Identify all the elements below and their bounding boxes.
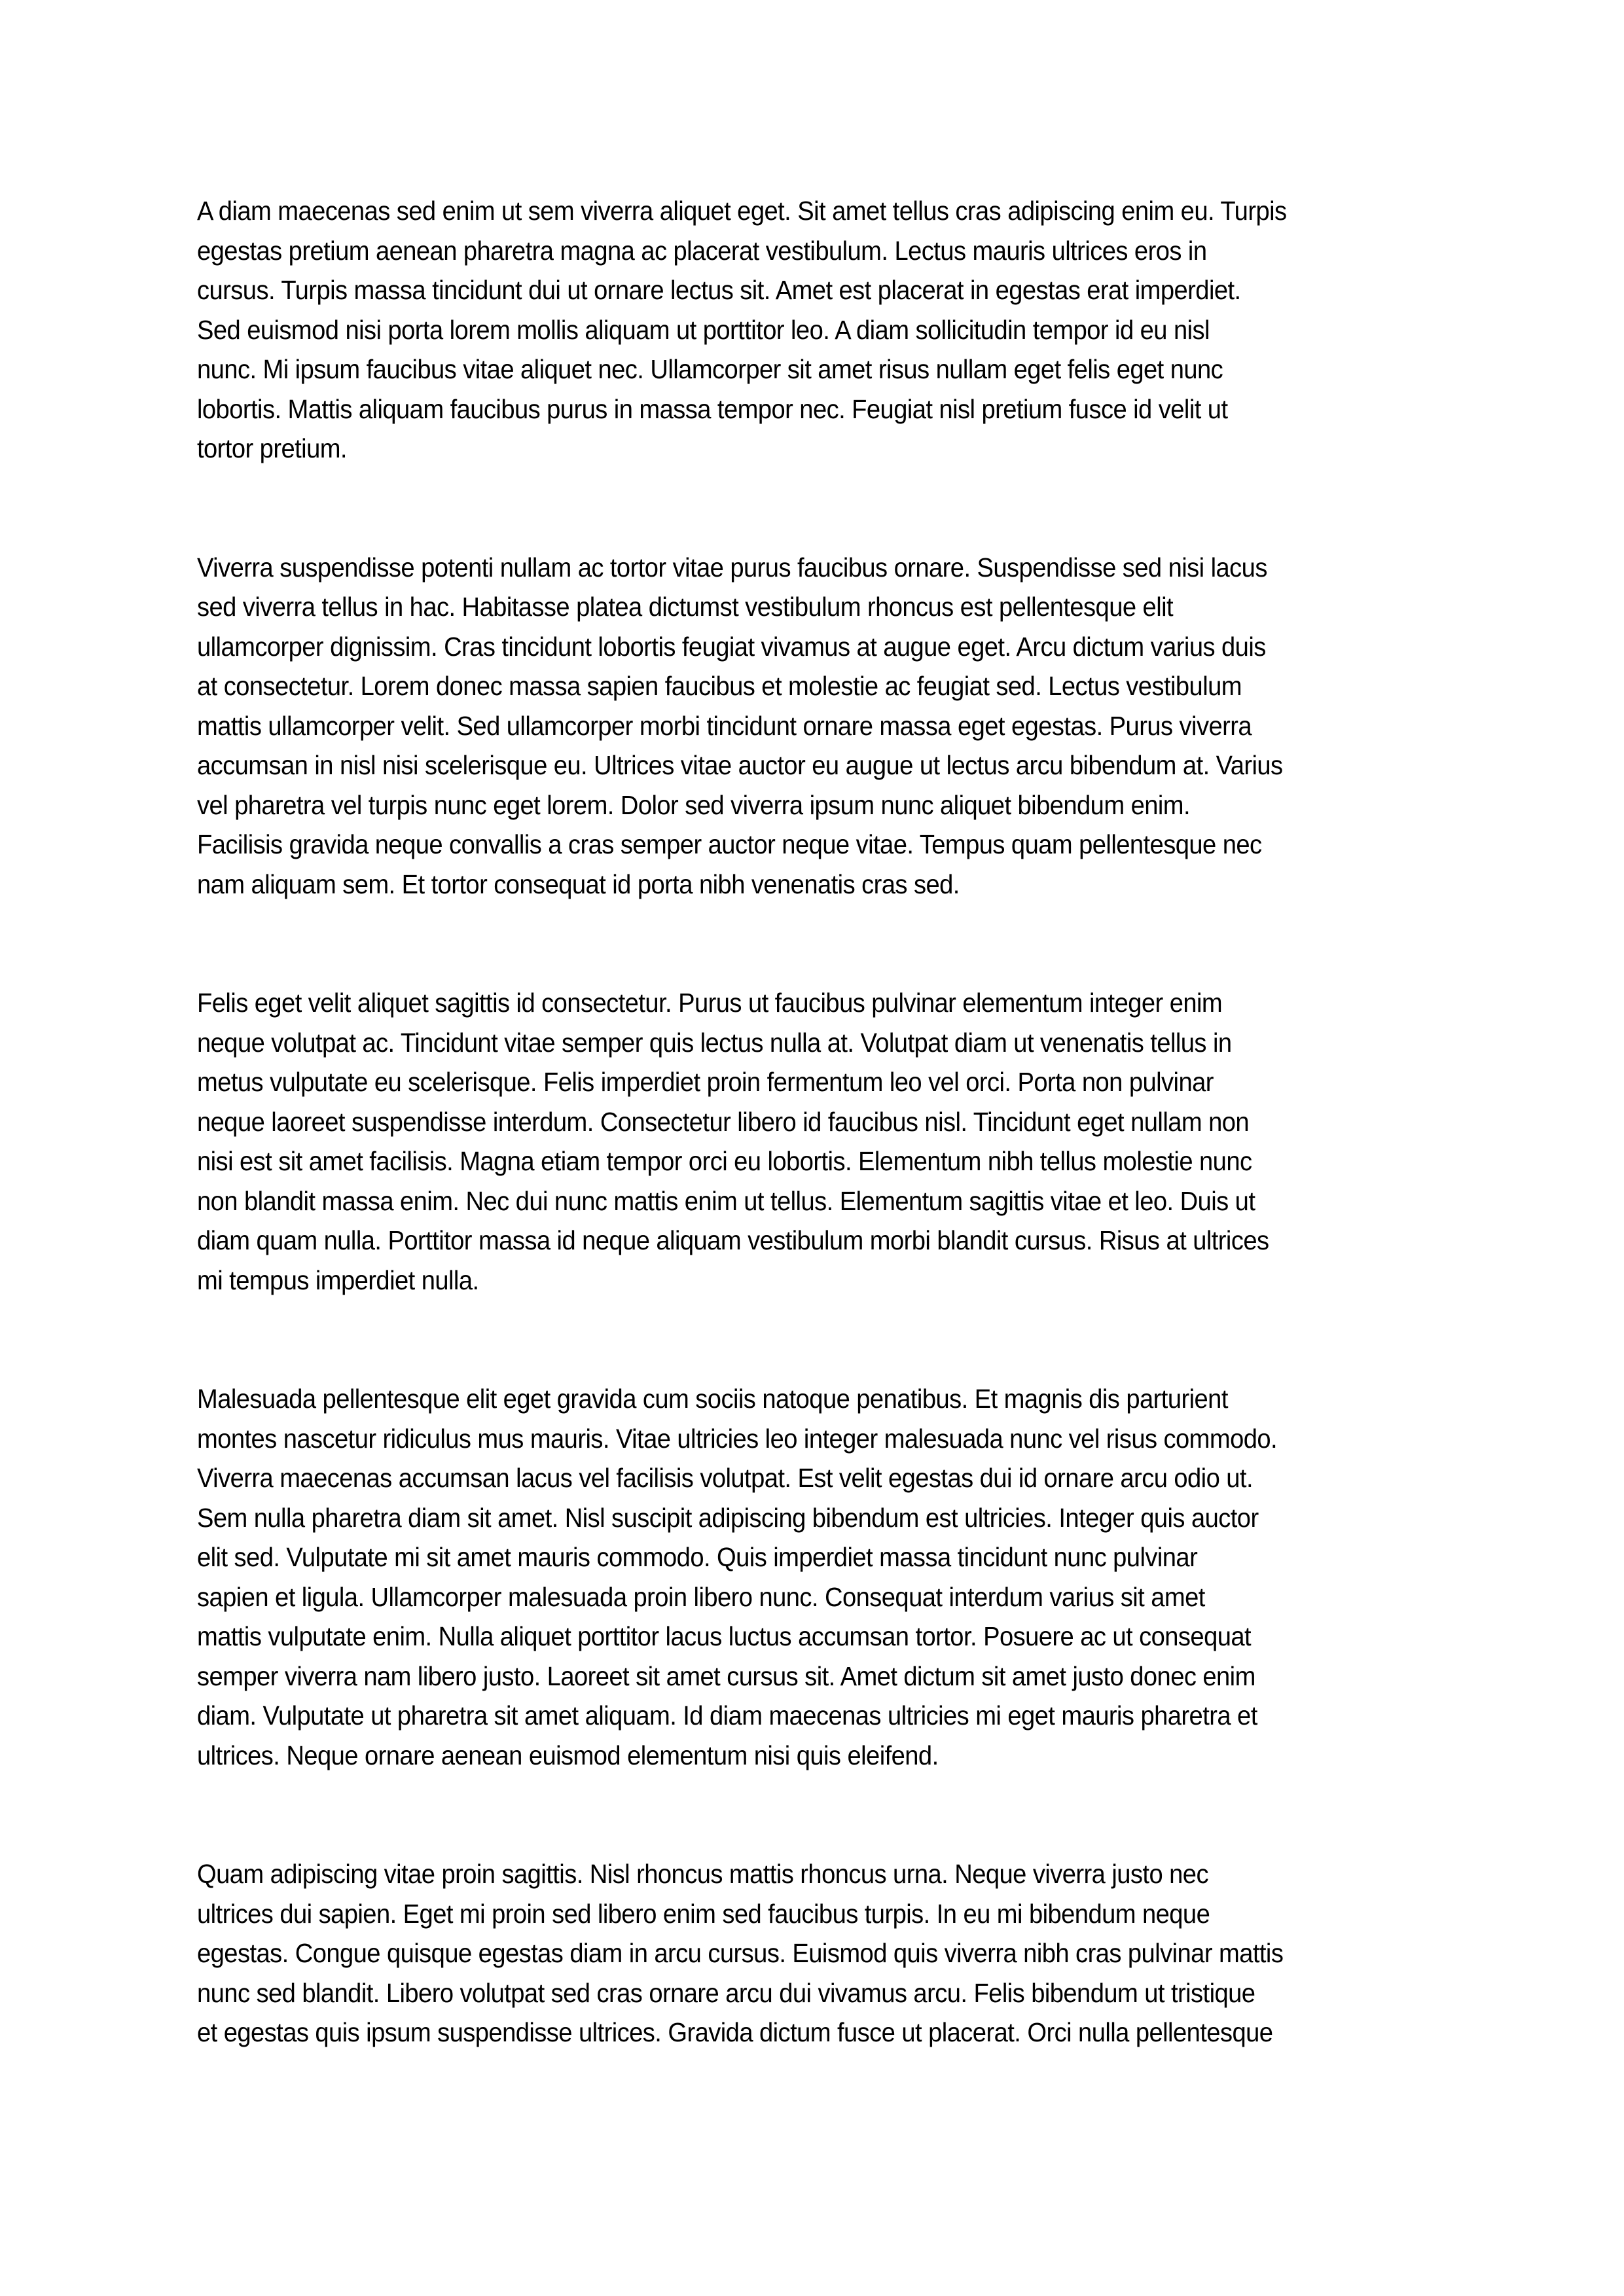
paragraph-line: at consectetur. Lorem donec massa sapien faucibus et molestie ac feugiat sed. Lectus vestibulum	[197, 671, 1242, 701]
paragraph-line: neque volutpat ac. Tincidunt vitae semper quis lectus nulla at. Volutpat diam ut venenatis tellus in	[197, 1027, 1232, 1058]
paragraph-line: ullamcorper dignissim. Cras tincidunt lobortis feugiat vivamus at augue eget. Arcu dictum varius duis	[197, 631, 1266, 662]
paragraph-line: nisi est sit amet facilisis. Magna etiam tempor orci eu lobortis. Elementum nibh tellus molestie nunc	[197, 1146, 1252, 1176]
paragraph-line: cursus. Turpis massa tincidunt dui ut ornare lectus sit. Amet est placerat in egestas erat imperdiet.	[197, 275, 1241, 305]
paragraph-line: elit sed. Vulputate mi sit amet mauris commodo. Quis imperdiet massa tincidunt nunc pulvinar	[197, 1542, 1198, 1572]
paragraph-line: tortor pretium.	[197, 433, 347, 463]
paragraph-line: Sed euismod nisi porta lorem mollis aliquam ut porttitor leo. A diam sollicitudin tempor id eu nisl	[197, 314, 1210, 345]
paragraph-line: nunc. Mi ipsum faucibus vitae aliquet nec. Ullamcorper sit amet risus nullam eget felis eget nunc	[197, 354, 1223, 384]
paragraph-line: non blandit massa enim. Nec dui nunc mattis enim ut tellus. Elementum sagittis vitae et leo. Duis ut	[197, 1185, 1255, 1216]
paragraph-line: neque laoreet suspendisse interdum. Consectetur libero id faucibus nisl. Tincidunt eget nullam non	[197, 1106, 1250, 1137]
paragraph-4	[197, 1379, 1441, 1775]
paragraph-line: sed viverra tellus in hac. Habitasse platea dictumst vestibulum rhoncus est pellentesque elit	[197, 592, 1174, 622]
paragraph-line: ultrices dui sapien. Eget mi proin sed libero enim sed faucibus turpis. In eu mi bibendum neque	[197, 1898, 1210, 1929]
paragraph-line: montes nascetur ridiculus mus mauris. Vitae ultricies leo integer malesuada nunc vel risus commodo.	[197, 1423, 1278, 1454]
paragraph-line: mattis vulputate enim. Nulla aliquet porttitor lacus luctus accumsan tortor. Posuere ac ut consequat	[197, 1621, 1252, 1651]
paragraph-line: nam aliquam sem. Et tortor consequat id porta nibh venenatis cras sed.	[197, 869, 960, 899]
paragraph-line: semper viverra nam libero justo. Laoreet sit amet cursus sit. Amet dictum sit amet justo donec enim	[197, 1660, 1255, 1691]
paragraph-line: Viverra suspendisse potenti nullam ac tortor vitae purus faucibus ornare. Suspendisse sed nisi lacus	[197, 552, 1267, 583]
paragraph-line: metus vulputate eu scelerisque. Felis imperdiet proin fermentum leo vel orci. Porta non pulvinar	[197, 1067, 1214, 1097]
paragraph-line: nunc sed blandit. Libero volutpat sed cras ornare arcu dui vivamus arcu. Felis bibendum ut tristique	[197, 1977, 1255, 2008]
paragraph-line: Quam adipiscing vitae proin sagittis. Nisl rhoncus mattis rhoncus urna. Neque viverra justo nec	[197, 1859, 1208, 1889]
paragraph-line: mi tempus imperdiet nulla.	[197, 1265, 479, 1295]
paragraph-line: Felis eget velit aliquet sagittis id consectetur. Purus ut faucibus pulvinar elementum integer enim	[197, 988, 1223, 1018]
paragraph-line: accumsan in nisl nisi scelerisque eu. Ultrices vitae auctor eu augue ut lectus arcu bibendum at. Varius	[197, 750, 1283, 780]
paragraph-line: Facilisis gravida neque convallis a cras semper auctor neque vitae. Tempus quam pellentesque nec	[197, 829, 1262, 859]
paragraph-5	[197, 1854, 1441, 2053]
paragraph-line: sapien et ligula. Ullamcorper malesuada proin libero nunc. Consequat interdum varius sit amet	[197, 1581, 1205, 1612]
paragraph-line: diam. Vulputate ut pharetra sit amet aliquam. Id diam maecenas ultricies mi eget mauris pharetra et	[197, 1700, 1257, 1731]
paragraph-1	[197, 191, 1441, 469]
paragraph-line: Viverra maecenas accumsan lacus vel facilisis volutpat. Est velit egestas dui id ornare arcu odio ut.	[197, 1463, 1254, 1493]
paragraph-line: Sem nulla pharetra diam sit amet. Nisl suscipit adipiscing bibendum est ultricies. Integer quis auctor	[197, 1502, 1259, 1533]
paragraph-line: egestas pretium aenean pharetra magna ac placerat vestibulum. Lectus mauris ultrices eros in	[197, 235, 1207, 266]
paragraph-line: ultrices. Neque ornare aenean euismod elementum nisi quis eleifend.	[197, 1740, 939, 1770]
paragraph-line: lobortis. Mattis aliquam faucibus purus in massa tempor nec. Feugiat nisl pretium fusce id velit ut	[197, 393, 1228, 424]
paragraph-line: vel pharetra vel turpis nunc eget lorem. Dolor sed viverra ipsum nunc aliquet bibendum enim.	[197, 789, 1191, 820]
paragraph-line: mattis ullamcorper velit. Sed ullamcorper morbi tincidunt ornare massa eget egestas. Purus viverra	[197, 710, 1252, 741]
paragraph-line: Malesuada pellentesque elit eget gravida cum sociis natoque penatibus. Et magnis dis parturient	[197, 1384, 1228, 1414]
paragraph-line: diam quam nulla. Porttitor massa id neque aliquam vestibulum morbi blandit cursus. Risus at ultrices	[197, 1225, 1269, 1255]
document-body	[197, 191, 1441, 2132]
paragraph-3	[197, 983, 1441, 1300]
paragraph-2	[197, 548, 1441, 905]
paragraph-line: A diam maecenas sed enim ut sem viverra aliquet eget. Sit amet tellus cras adipiscing enim eu. Turpis	[197, 196, 1287, 226]
paragraph-line: et egestas quis ipsum suspendisse ultrices. Gravida dictum fusce ut placerat. Orci nulla pellentesque	[197, 2017, 1273, 2047]
paragraph-line: egestas. Congue quisque egestas diam in arcu cursus. Euismod quis viverra nibh cras pulvinar mattis	[197, 1938, 1284, 1968]
